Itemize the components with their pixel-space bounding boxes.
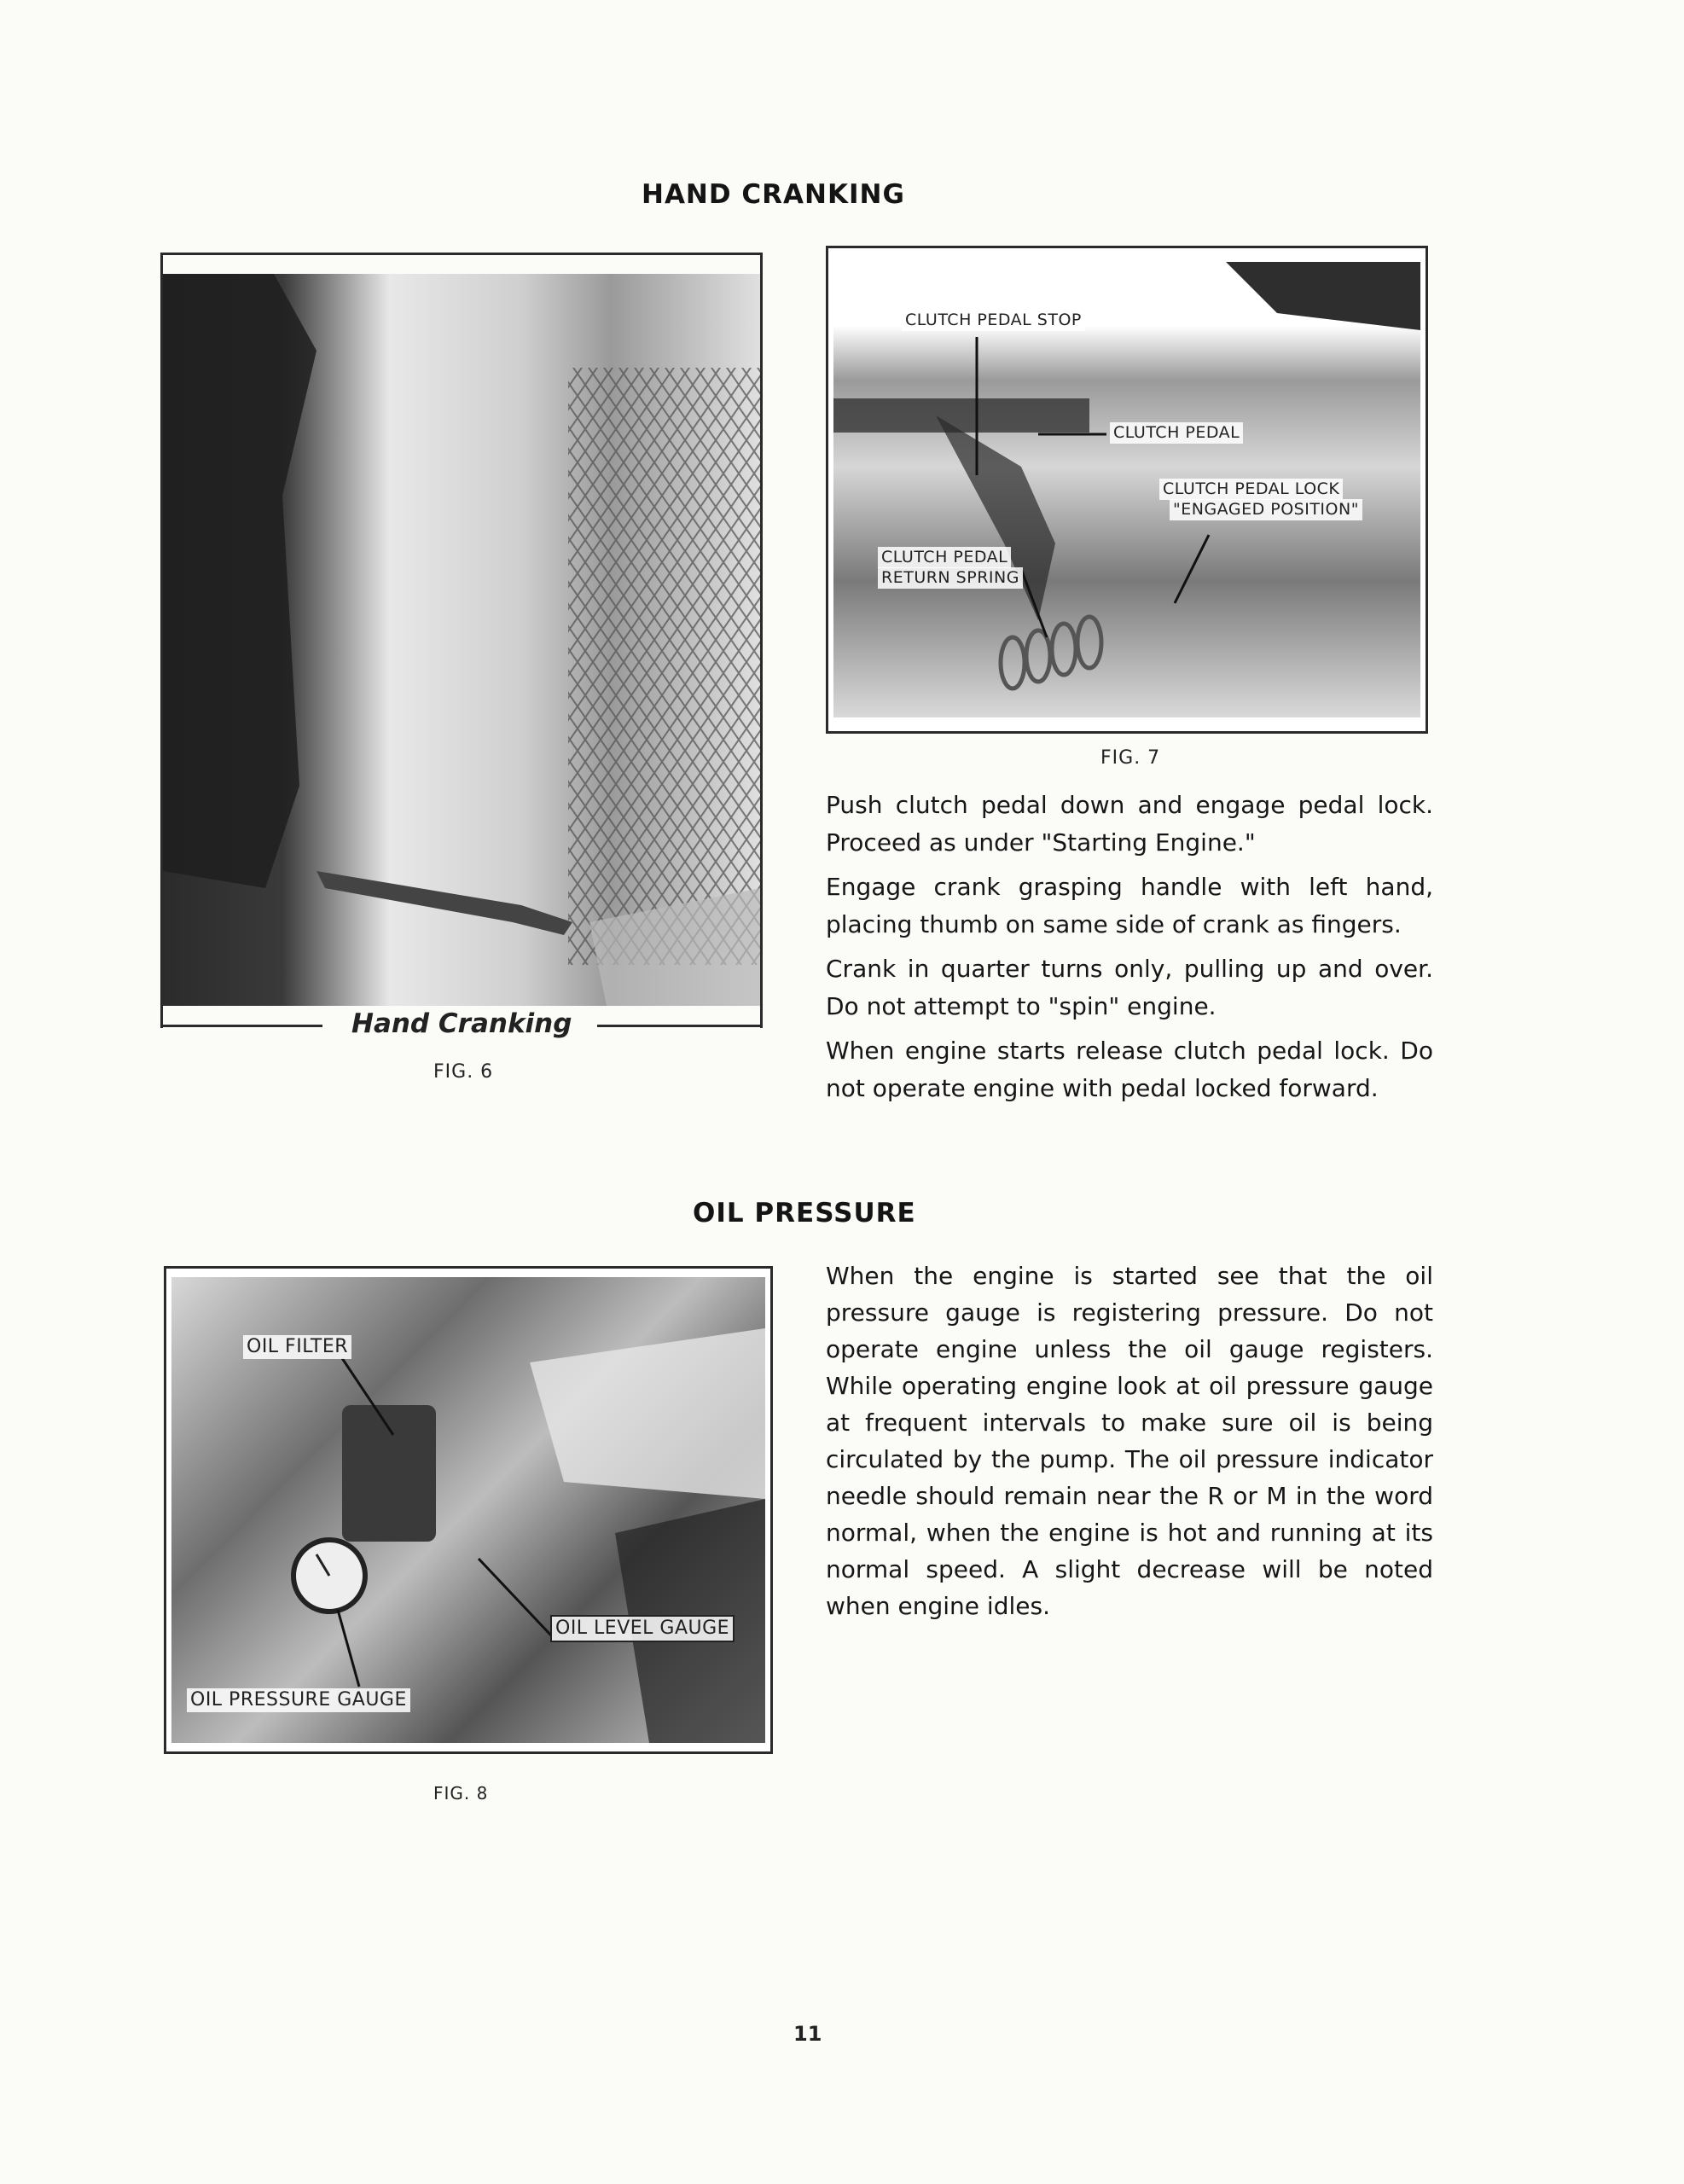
fig8-photo-oil-system xyxy=(171,1277,765,1743)
section-title-hand-cranking: HAND CRANKING xyxy=(642,179,905,210)
hand-cranking-paragraph-4: When engine starts release clutch pedal lock. Do not operate engine with pedal locked forward. xyxy=(826,1037,1433,1102)
callout-return-spring-1: CLUTCH PEDAL xyxy=(878,547,1011,568)
fig7-label: FIG. 7 xyxy=(1100,747,1161,769)
section-title-oil-pressure: OIL PRESSURE xyxy=(693,1198,916,1228)
fig8-label: FIG. 8 xyxy=(433,1783,489,1804)
fig6-photo-hand-cranking xyxy=(163,274,760,1006)
hand-cranking-paragraph-3: Crank in quarter turns only, pulling up and over. Do not attempt to "spin" engine. xyxy=(826,955,1433,1020)
fig7-photo-clutch-pedal xyxy=(833,262,1420,717)
fig6-figure xyxy=(160,253,763,1028)
hand-cranking-paragraph-1: Push clutch pedal down and engage pedal lock. Proceed as under "Starting Engine." xyxy=(826,791,1433,857)
page-number: 11 xyxy=(793,2022,822,2046)
callout-oil-level-gauge: OIL LEVEL GAUGE xyxy=(550,1615,735,1642)
fig6-label: FIG. 6 xyxy=(433,1061,494,1083)
radiator-grille-illustration xyxy=(163,274,760,1006)
fig8-figure xyxy=(164,1266,773,1754)
callout-oil-filter: OIL FILTER xyxy=(243,1335,351,1359)
fig6-caption-rule-left xyxy=(160,1025,322,1027)
fig6-photo-caption: Hand Cranking xyxy=(351,1008,572,1039)
callout-return-spring-2: RETURN SPRING xyxy=(878,567,1023,589)
callout-clutch-pedal: CLUTCH PEDAL xyxy=(1110,422,1243,444)
callout-clutch-pedal-lock-1: CLUTCH PEDAL LOCK xyxy=(1159,479,1343,500)
callout-clutch-pedal-stop: CLUTCH PEDAL STOP xyxy=(902,310,1085,331)
callout-oil-pressure-gauge: OIL PRESSURE GAUGE xyxy=(187,1688,410,1712)
oil-pressure-paragraph: When the engine is started see that the oil pressure gauge is registering pressure. Do not operate engine unless the oil gauge registers. While operating engine look at oil pressure gauge at frequent intervals to make sure oil is being circulated by the pump. The oil pressure indicator needle should remain near the R or M in the word normal, when the engine is hot and running at its normal speed. A slight decrease will be noted when engine idles. xyxy=(826,1262,1433,1620)
fig7-figure xyxy=(826,246,1428,734)
callout-clutch-pedal-lock-2: "ENGAGED POSITION" xyxy=(1170,499,1362,520)
fig6-caption-rule-right xyxy=(597,1025,763,1027)
hand-cranking-paragraph-2: Engage crank grasping handle with left hand, placing thumb on same side of crank as fingers. xyxy=(826,873,1433,938)
